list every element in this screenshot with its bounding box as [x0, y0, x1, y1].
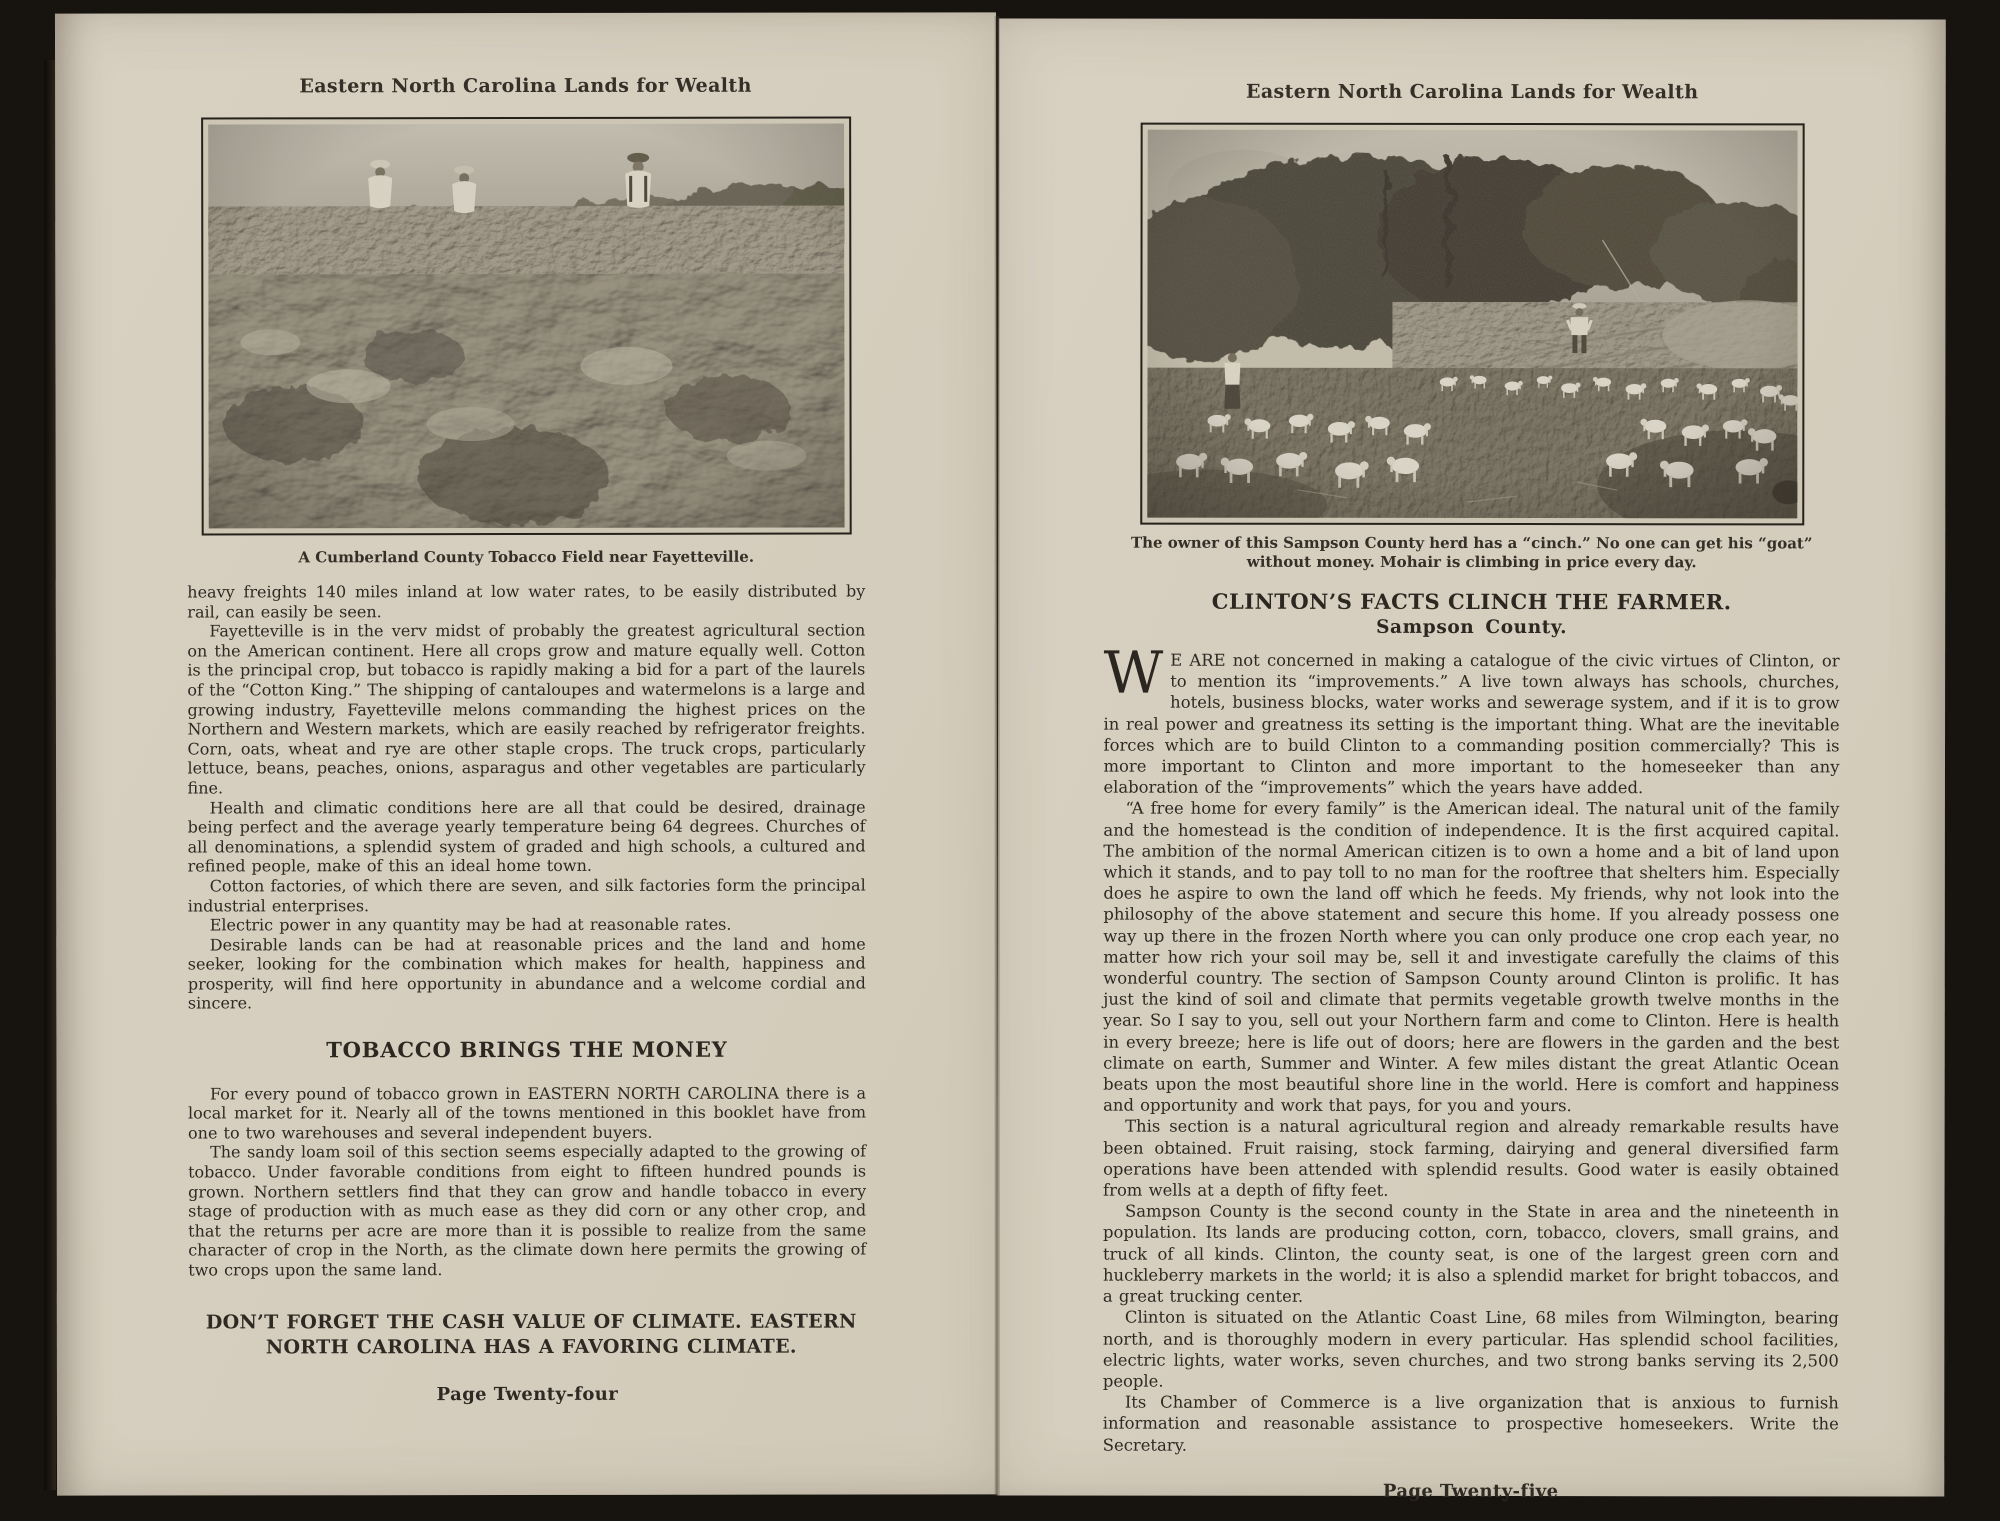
body-paragraph: The sandy loam soil of this section seems especially adapted to the growing of tobacco. Under favorable conditions from eight to fifteen hundred pounds is grown. Northern settlers find that they can grow and handle tobacco in every stage of production with as much ease as they did corn or any other crop, and that the returns per acre are more than it is possible to realize from the same character of crop in the North, as the climate down here permits the growing of two crops upon the same land. — [188, 1141, 867, 1280]
body-paragraph: For every pound of tobacco grown in EASTERN NORTH CAROLINA there is a local market for it. Nearly all of the towns mentioned in this booklet have from one to two warehouses and several independent buyers. — [187, 1083, 867, 1143]
goat-herd-photo-art — [1147, 130, 1797, 519]
body-paragraph — [1103, 638, 1840, 799]
right-page — [997, 19, 1946, 1502]
body-paragraph: Desirable lands can be had at reasonable prices and the land and home seeker, looking for the combination which makes for health, happiness and prosperity, will find here opportunity in abundance and a welcome cordial and sincere. — [187, 934, 866, 1013]
section-heading-tobacco: TOBACCO BRINGS THE MONEY — [326, 1036, 728, 1063]
left-page — [55, 12, 998, 1495]
photo-caption-left: A Cumberland County Tobacco Field near Fayetteville. — [298, 547, 755, 567]
body-paragraph: “A free home for every family” is the American ideal. The natural unit of the family and the homestead is the condition of independence. It is the first acquired capital. The ambition of the normal American citizen is to own a home and a bit of land upon which it stands, and to pay toll to no man for the rooftree that shelters him. Especially does he aspire to own the land off which he feeds. My friends, why not look into the philosophy of the above statement and secure this home. If you already possess one way up there in the frozen North where you can only produce one crop each year, no matter how rich your soil may be, sell it and investigate carefully the claims of this wonderful country. The section of Sampson County around Clinton is prolific. It has just the kind of soil and climate that permits vegetable growth twelve months in the year. So I say to you, sell out your Northern farm and come to Clinton. Here is health in every breeze; here is life out of doors; here are flowers in the garden and the best climate on earth, Summer and Winter. A few miles distant the great Atlantic Ocean beats upon the most beautiful shore line in the world. Here is comfort and happiness and opportunity and work that pays, for you and yours. — [1103, 799, 1840, 1116]
paragraph-text: E ARE not concerned in making a catalogue of the civic virtues of Clinton, or to mention its “improvements.” A live town always has schools, churches, hotels, business blocks, water works and sewerage system, and if it is to grow in real power and greatness its setting is the important thing. What are the inevitable forces which are to build Clinton to a commanding position commercially? This is more important to Clinton and more important to the homeseeker than any elaboration of the “improvements” which the years have added. — [1103, 650, 1840, 798]
goat-herd-photo — [1140, 123, 1804, 526]
booklet-spine-edge — [44, 60, 56, 1490]
tobacco-field-photo — [201, 117, 852, 536]
photo-caption-right: The owner of this Sampson County herd has a “cinch.” No one can get his “goat” without money. Mohair is climbing in price every day. — [1130, 533, 1813, 572]
running-head-left: Eastern North Carolina Lands for Wealth — [299, 74, 752, 98]
body-paragraph: Fayetteville is in the verv midst of probably the greatest agricultural section on the American continent. Here all crops grow and mature equally well. Cotton is the principal crop, but tobacco is rapidly making a bid for a part of the laurels of the “Cotton King.” The shipping of cantaloupes and watermelons is a large and growing industry, Fayetteville melons commanding the highest prices on the Northern and Western markets, which are easily reached by refrigerator freights. Corn, oats, wheat and rye are other staple crops. The truck crops, particularly lettuce, beans, peaches, onions, asparagus and other vegetables are particularly fine. — [187, 620, 866, 798]
body-paragraph: Clinton is situated on the Atlantic Coast Line, 68 miles from Wilmington, bearing north, and is thoroughly modern in every particular. Has splendid school facilities, electric lights, water works, seven churches, and two strong banks serving its 2,500 people. — [1102, 1307, 1839, 1391]
page-gutter — [994, 16, 1000, 1496]
left-page-body — [187, 582, 866, 1405]
body-paragraph: Health and climatic conditions here are all that could be desired, drainage being perfect and the average yearly temperature being 64 degrees. Churches of all denominations, a splendid system of graded and high schools, a cultured and refined people, make of this an ideal home town. — [187, 797, 866, 876]
body-paragraph: Cotton factories, of which there are seven, and silk factories form the principal industrial enterprises. — [187, 875, 866, 915]
page-number-left: Page Twenty-four — [436, 1383, 619, 1405]
body-paragraph: heavy freights 140 miles inland at low water rates, to be easily distributed by rail, can easily be seen. — [187, 581, 866, 622]
tobacco-field-photo-art — [208, 124, 845, 529]
running-head-right: Eastern North Carolina Lands for Wealth — [1245, 80, 1699, 104]
article-heading: CLINTON’S FACTS CLINCH THE FARMER. — [1211, 588, 1732, 615]
page-number-right: Page Twenty-five — [1382, 1480, 1559, 1502]
body-paragraph: This section is a natural agricultural region and already remarkable results have been obtained. Fruit raising, stock farming, dairying and general diversified farm operations have been attended with splendid results. Good water is easily obtained from wells at a depth of fifty feet. — [1103, 1117, 1840, 1200]
drop-cap: W — [1103, 638, 1164, 707]
article-subheading: Sampson County. — [1376, 616, 1568, 639]
body-paragraph: Sampson County is the second county in the State in area and the nineteenth in population. Its lands are producing cotton, corn, tobacco, clovers, small grains, and truck of all kinds. Clinton, the county seat, is one of the largest green corn and huckleberry markets in the world; it is also a splendid market for bright tobaccos, and a great trucking center. — [1102, 1201, 1840, 1306]
body-paragraph: Electric power in any quantity may be had at reasonable rates. — [209, 914, 732, 935]
body-paragraph: Its Chamber of Commerce is a live organization that is anxious to furnish information and reasonable assistance to prospective homeseekers. Write the Secretary. — [1102, 1392, 1839, 1455]
right-page-body — [1102, 638, 1840, 1503]
climate-closing-statement: DON’T FORGET THE CASH VALUE OF CLIMATE. EASTERN NORTH CAROLINA HAS A FAVORING CLIMATE. — [205, 1310, 857, 1358]
